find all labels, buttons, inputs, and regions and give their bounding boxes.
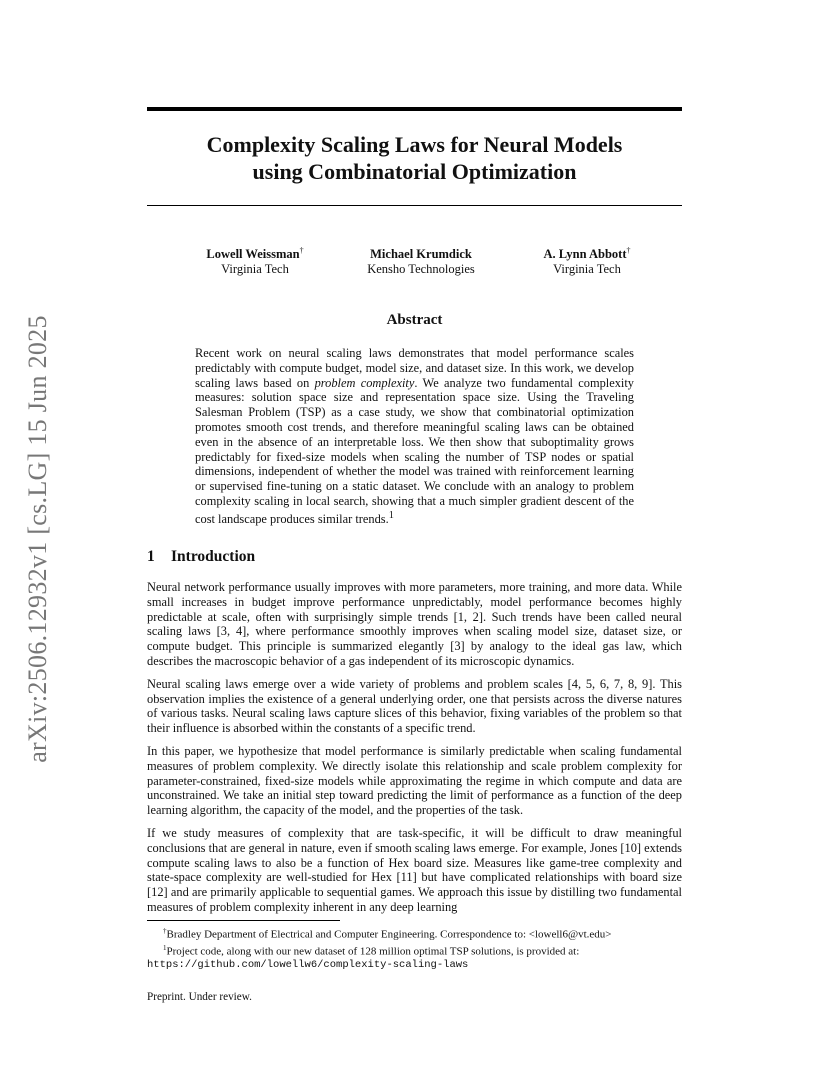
author-name: A. Lynn Abbott† — [543, 246, 631, 262]
abstract-footnote-mark: 1 — [388, 509, 394, 521]
paragraph: If we study measures of complexity that are task-specific, it will be difficult to draw meaningful conclusions that are general in nature, even if smooth scaling laws emerge. For example, Jones [10] extends compute scaling laws to also be a function of Hex board size. Measures like game-tree complexity and state-space complexity are well-studied for Hex [11] but have complicated relationships with board size [12] and are primarily applicable to sequential games. We approach this issue by distilling two fundamental measures of problem complexity inherent in any deep learning — [147, 825, 682, 914]
author-affiliation: Virginia Tech — [221, 262, 289, 277]
footnote-link[interactable] — [147, 958, 682, 972]
arxiv-identifier-text: arXiv:2506.12932v1 [cs.LG] 15 Jun 2025 — [23, 315, 53, 763]
abstract-text: Recent work on neural scaling laws demonstrates that model performance scales predictably with compute budget, model size, and dataset size. In this work, we develop scaling laws based on problem complexity. We analyze two fundamental complexity measures: solution space size and representation space size. Using the Traveling Salesman Problem (TSP) as a case study, we show that combinatorial optimization promotes smooth cost trends, and therefore meaningful scaling laws can be obtained even in the absence of an interpretable loss. We then show that suboptimality grows predictably for fixed-size models when scaling the number of TSP nodes or spatial dimensions, independent of whether the model was trained with reinforcement learning or supervised fine-tuning on a static dataset. We conclude with an analogy to problem complexity scaling in local search, showing that a much simpler gradient descent of the cost landscape produces similar trends.$^1$ — [195, 346, 634, 526]
author-name: Lowell Weissman† — [206, 246, 304, 262]
footnotes — [147, 925, 682, 972]
author-mark: † — [299, 246, 304, 255]
author-affiliation: Kensho Technologies — [367, 262, 475, 277]
title-bottom-rule — [147, 205, 682, 206]
section-number: 1 — [147, 548, 155, 565]
paragraph: Neural scaling laws emerge over a wide variety of problems and problem scales [4, 5, 6, 7, 8, 9]. This observation implies the existence of a general underlying order, one that persists across the diverse natures of various tasks. Neural scaling laws capture slices of this behavior, fixing variables of the problem so that their influence is absorbed within the constants of a specific trend. — [147, 676, 682, 736]
footnote-rule — [147, 920, 340, 921]
paragraph: In this paper, we hypothesize that model performance is similarly predictable when scaling fundamental measures of problem complexity. We directly isolate this relationship and scale problem complexity for parameter-constrained, fixed-size models while approximating the regime in which compute and data are unconstrained. We take an initial step toward predicting the limit of performance as a function of the deep learning algorithm, the capacity of the model, and the properties of the task. — [147, 743, 682, 818]
section-heading — [147, 548, 255, 566]
title-line-1: Complexity Scaling Laws for Neural Models — [206, 132, 623, 157]
paper-title — [147, 131, 682, 185]
repository-link[interactable]: https://github.com/lowellw6/complexity-scaling-laws — [147, 959, 469, 972]
footnote: $^1$Project code, along with our new dataset of 128 million optimal TSP solutions, is provided at: — [163, 943, 580, 958]
author-block-2 — [346, 243, 496, 277]
author-affiliation: Virginia Tech — [553, 262, 621, 277]
title-top-rule — [147, 107, 682, 111]
section-title: Introduction — [171, 548, 256, 565]
footnote: †Bradley Department of Electrical and Computer Engineering. Correspondence to: <lowell6@vt.edu> — [163, 927, 612, 941]
introduction-body — [147, 580, 682, 923]
abstract-emphasis: problem complexity — [314, 375, 415, 390]
footnote-mark: † — [163, 927, 167, 935]
venue-note: Preprint. Under review. — [147, 991, 252, 1003]
footnote-mark: 1 — [163, 943, 167, 952]
author-block-3 — [512, 243, 662, 277]
author-mark: † — [626, 246, 631, 255]
author-name: Michael Krumdick — [370, 247, 472, 262]
abstract-heading: Abstract — [386, 312, 443, 328]
paragraph: Neural network performance usually improves with more parameters, more training, and more data. While small increases in budget improve performance unpredictably, model performance becomes highly predictable at scale, often with surprisingly simple trends [1, 2]. Such trends have been called neural scaling laws [3, 4], where performance smoothly improves when scaling model size, dataset size, or compute budget. This principle is summarized elegantly [3] by analogy to the ideal gas law, which describes the macroscopic behavior of a gas independent of its microscopic dynamics. — [147, 580, 682, 668]
title-line-2: using Combinatorial Optimization — [252, 159, 577, 184]
author-block-1 — [180, 243, 330, 277]
arxiv-identifier — [22, 300, 54, 778]
